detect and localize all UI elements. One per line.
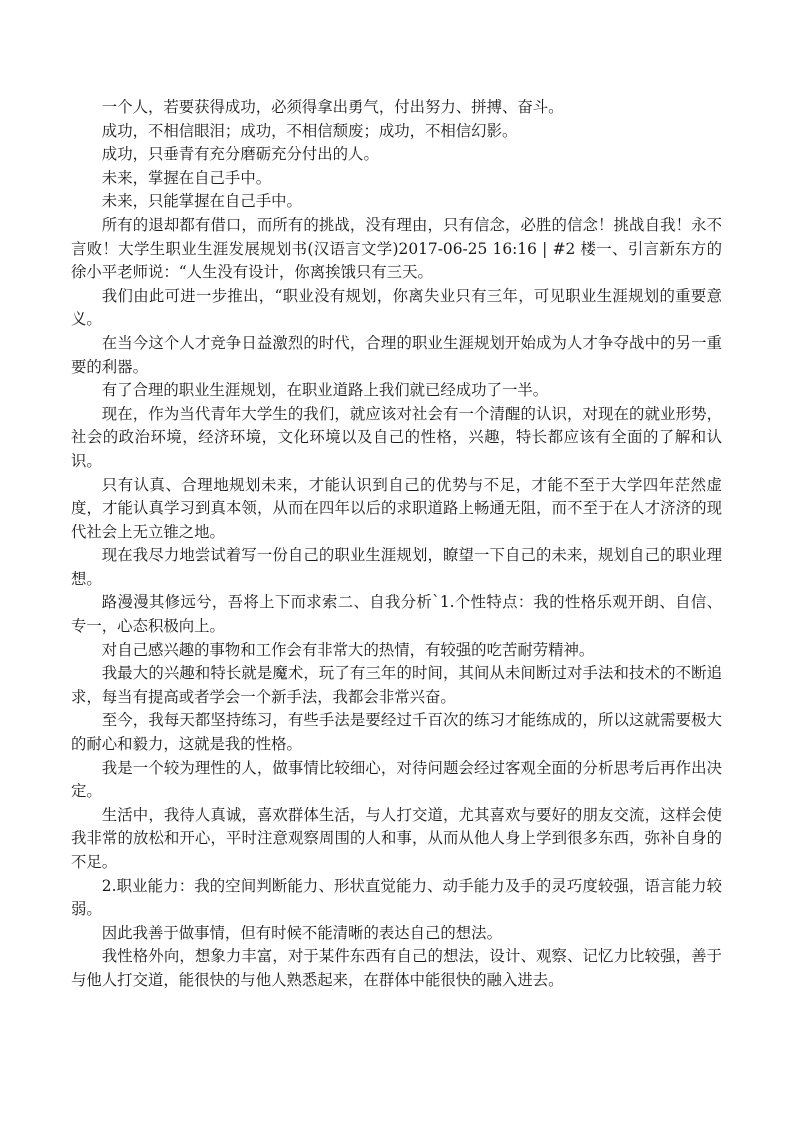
paragraph-7: 我们由此可进一步推出，“职业没有规划，你离失业只有三年，可见职业生涯规划的重要意义。 bbox=[71, 286, 722, 329]
paragraph-20: 因此我善于做事情，但有时候不能清晰的表达自己的想法。 bbox=[101, 923, 502, 942]
paragraph-17: 我是一个较为理性的人，做事情比较细心，对待问题会经过客观全面的分析思考后再作出决定。 bbox=[71, 758, 722, 801]
paragraph-13: 路漫漫其修远兮，吾将上下而求索二、自我分析`1.个性特点：我的性格乐观开朗、自信、专一，心态积极向上。 bbox=[71, 593, 722, 636]
paragraph-8: 在当今这个人才竞争日益激烈的时代，合理的职业生涯规划开始成为人才争夺战中的另一重要的利器。 bbox=[71, 333, 722, 376]
paragraph-1: 一个人，若要获得成功，必须得拿出勇气，付出努力、拼搏、奋斗。 bbox=[101, 98, 564, 116]
paragraph-12: 现在我尽力地尝试着写一份自己的职业生涯规划，瞭望一下自己的未来，规划自己的职业理想。 bbox=[71, 546, 722, 588]
paragraph-16: 至今，我每天都坚持练习，有些手法是要经过千百次的练习才能练成的，所以这就需要极大的耐心和毅力，这就是我的性格。 bbox=[71, 711, 722, 754]
paragraph-11: 只有认真、合理地规划未来，才能认识到自己的优势与不足，才能不至于大学四年茫然虚度，才能认真学习到真本领，从而在四年以后的求职道路上畅通无阻，而不至于在人才济济的现代社会上无立锥之地。 bbox=[71, 475, 722, 541]
paragraph-10: 现在，作为当代青年大学生的我们，就应该对社会有一个清醒的认识，对现在的就业形势，社会的政治环境，经济环境，文化环境以及自己的性格，兴趣，特长都应该有全面的了解和认识。 bbox=[71, 404, 722, 470]
paragraph-9: 有了合理的职业生涯规划，在职业道路上我们就已经成功了一半。 bbox=[101, 381, 549, 400]
paragraph-15: 我最大的兴趣和特长就是魔术，玩了有三年的时间，其间从未间断过对手法和技术的不断追求，每当有提高或者学会一个新手法，我都会非常兴奋。 bbox=[71, 664, 722, 706]
paragraph-4: 未来，掌握在自己手中。 bbox=[101, 168, 272, 187]
paragraph-18: 生活中，我待人真诚，喜欢群体生活，与人打交道，尤其喜欢与要好的朋友交流，这样会使我非常的放松和开心，平时注意观察周围的人和事，从而从他人身上学到很多东西，弥补自身的不足。 bbox=[71, 805, 722, 871]
paragraph-2: 成功，不相信眼泪；成功，不相信颓废；成功，不相信幻影。 bbox=[101, 121, 518, 140]
paragraph-21: 我性格外向，想象力丰富，对于某件东西有自己的想法，设计、观察、记忆力比较强，善于与他人打交道，能很快的与他人熟悉起来，在群体中能很快的融入进去。 bbox=[71, 947, 722, 989]
paragraph-3: 成功，只垂青有充分磨砺充分付出的人。 bbox=[101, 145, 379, 164]
document-body bbox=[71, 96, 722, 993]
paragraph-14: 对自己感兴趣的事物和工作会有非常大的热情，有较强的吃苦耐劳精神。 bbox=[101, 640, 595, 659]
paragraph-5: 未来，只能掌握在自己手中。 bbox=[101, 192, 302, 211]
paragraph-19: 2.职业能力：我的空间判断能力、形状直觉能力、动手能力及手的灵巧度较强，语言能力较弱。 bbox=[71, 876, 722, 919]
paragraph-6: 所有的退却都有借口，而所有的挑战，没有理由，只有信念，必胜的信念！挑战自我！永不言败！大学生职业生涯发展规划书(汉语言文学)2017-06-25 16:16 | #2 楼一、引言新东方的徐小平老师说：“人生没有设计，你离挨饿只有三天。 bbox=[71, 215, 722, 282]
